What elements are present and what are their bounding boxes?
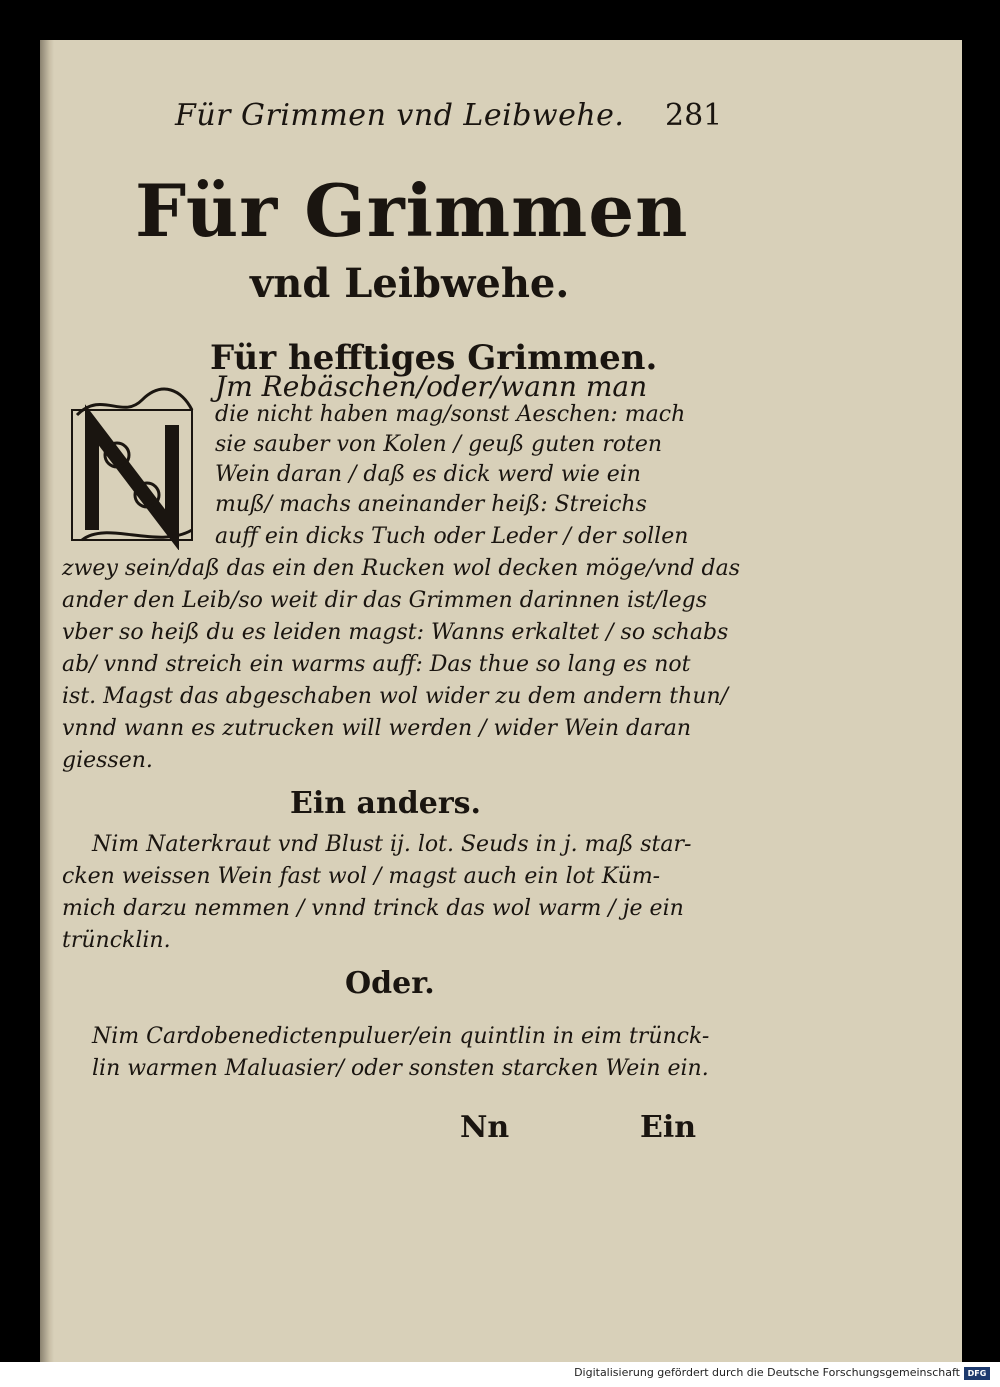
body-line: Wein daran / daß es dick werd wie ein (215, 462, 641, 487)
chapter-title-line1: Für Grimmen (135, 168, 689, 253)
body-line: ist. Magst das abgeschaben wol wider zu dem andern thun/ (62, 684, 729, 709)
page-number: 281 (665, 98, 723, 133)
book-page (40, 40, 962, 1362)
body-line: giessen. (62, 748, 153, 773)
body-line: Nim Cardobenedictenpuluer/ein quintlin in eim trünck- (92, 1024, 710, 1049)
dfg-logo-icon: DFG (964, 1367, 990, 1380)
body-line: cken weissen Wein fast wol / magst auch ein lot Küm- (62, 864, 661, 889)
body-line: mich darzu nemmen / vnnd trinck das wol warm / je ein (62, 896, 684, 921)
body-line: lin warmen Maluasier/ oder sonsten starcken Wein ein. (92, 1056, 709, 1081)
body-line: ab/ vnnd streich ein warms auff: Das thue so lang es not (62, 652, 691, 677)
body-line: vnnd wann es zutrucken will werden / wider Wein daran (62, 716, 692, 741)
body-line: sie sauber von Kolen / geuß guten roten (215, 432, 663, 457)
section-heading: Für hefftiges Grimmen. (210, 338, 658, 378)
footer-bar (0, 1362, 1000, 1387)
chapter-title-line2: vnd Leibwehe. (250, 260, 570, 307)
body-line: zwey sein/daß das ein den Rucken wol decken möge/vnd das (62, 556, 741, 581)
body-line: ander den Leib/so weit dir das Grimmen darinnen ist/legs (62, 588, 707, 613)
section-heading: Oder. (345, 966, 435, 1001)
body-line: trüncklin. (62, 928, 171, 953)
body-line: Nim Naterkraut vnd Blust ij. lot. Seuds in j. maß star- (92, 832, 692, 857)
body-line: vber so heiß du es leiden magst: Wanns erkaltet / so schabs (62, 620, 729, 645)
signature-mark: Nn (460, 1110, 510, 1145)
section-heading: Ein anders. (290, 786, 481, 821)
body-line: die nicht haben mag/sonst Aeschen: mach (215, 402, 686, 427)
running-head: Für Grimmen vnd Leibwehe. (175, 98, 625, 133)
body-line: auff ein dicks Tuch oder Leder / der sollen (215, 524, 689, 549)
body-line: Jm Rebäschen/oder/wann man (215, 370, 648, 403)
funding-notice: Digitalisierung gefördert durch die Deutsche Forschungsgemeinschaft (574, 1366, 960, 1379)
page-gutter-shadow (40, 40, 54, 1362)
decorated-initial-n-icon (62, 380, 202, 550)
catchword: Ein (640, 1110, 697, 1145)
body-line: muß/ machs aneinander heiß: Streichs (215, 492, 647, 517)
